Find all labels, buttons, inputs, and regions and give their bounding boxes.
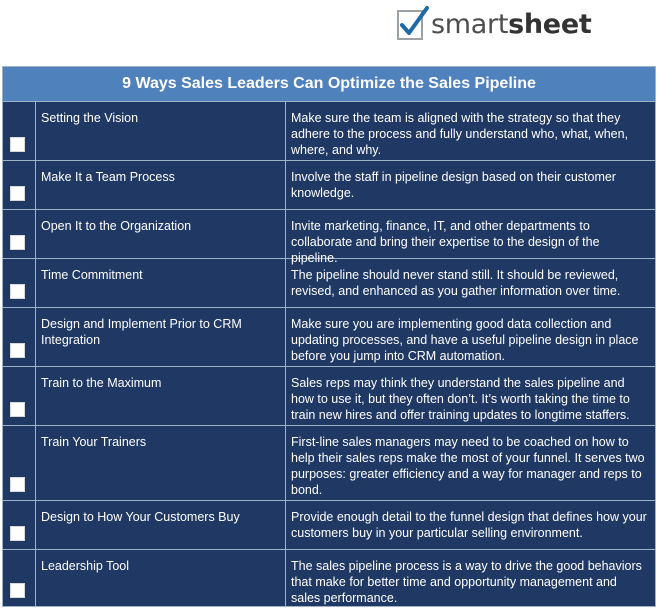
checkbox-cell: [3, 367, 36, 425]
row-label: Design to How Your Customers Buy: [36, 501, 286, 549]
checkbox-cell: [3, 102, 36, 160]
row-checkbox[interactable]: [10, 186, 25, 201]
table-row: [3, 258, 655, 307]
checkbox-cell: [3, 161, 36, 209]
row-label: Open It to the Organization: [36, 210, 286, 258]
pipeline-table: [2, 66, 656, 607]
row-label: Train Your Trainers: [36, 426, 286, 500]
row-checkbox[interactable]: [10, 284, 25, 299]
table-row: [3, 366, 655, 425]
table-row: [3, 549, 655, 606]
row-checkbox[interactable]: [10, 235, 25, 250]
row-label: Make It a Team Process: [36, 161, 286, 209]
row-description: First-line sales managers may need to be coached on how to help their sales reps make the most of your funnel. It serves two purposes: greater efficiency and a way for manager and reps to bond.: [291, 435, 645, 497]
checkbox-cell: [3, 501, 36, 549]
row-description: Invite marketing, finance, IT, and other departments to collaborate and bring their expertise to the design of the pipeline.: [291, 219, 600, 265]
row-checkbox[interactable]: [10, 526, 25, 541]
row-checkbox[interactable]: [10, 343, 25, 358]
row-checkbox[interactable]: [10, 402, 25, 417]
row-label: Setting the Vision: [36, 102, 286, 160]
row-checkbox[interactable]: [10, 583, 25, 598]
checkmark-logo-icon: [397, 6, 429, 42]
table-row: [3, 307, 655, 366]
table-row: [3, 209, 655, 265]
row-description: Make sure you are implementing good data collection and updating processes, and have a useful pipeline design in place before you jump into CRM automation.: [291, 317, 639, 363]
row-description: The pipeline should never stand still. It should be reviewed, revised, and enhanced as you gather information over time.: [291, 268, 621, 298]
table-row: [3, 160, 655, 209]
row-checkbox[interactable]: [10, 137, 25, 152]
table-row: [3, 425, 655, 500]
checkbox-cell: [3, 308, 36, 366]
row-label: Time Commitment: [36, 259, 286, 307]
table-row: [3, 102, 655, 160]
table-row: [3, 500, 655, 549]
checkbox-cell: [3, 259, 36, 307]
row-checkbox[interactable]: [10, 477, 25, 492]
logo-wordmark: smartsheet: [431, 8, 592, 40]
checkbox-cell: [3, 426, 36, 500]
row-label: Leadership Tool: [36, 550, 286, 606]
table-title: 9 Ways Sales Leaders Can Optimize the Sales Pipeline: [3, 67, 655, 102]
checkbox-cell: [3, 550, 36, 606]
row-description: Involve the staff in pipeline design based on their customer knowledge.: [291, 170, 616, 200]
row-description: Sales reps may think they understand the sales pipeline and how to use it, but they often don’t. It’s worth taking the time to train new hires and offer training updates to longtime staffers.: [291, 376, 630, 422]
row-description: The sales pipeline process is a way to drive the good behaviors that make for better time and opportunity management and sales performance.: [291, 559, 642, 605]
row-description: Make sure the team is aligned with the strategy so that they adhere to the process and fully understand who, what, when, where, and why.: [291, 111, 629, 157]
table-body: [3, 102, 655, 606]
row-description: Provide enough detail to the funnel design that defines how your customers buy in your particular selling environment.: [291, 510, 647, 540]
row-label: Train to the Maximum: [36, 367, 286, 425]
smartsheet-logo: [397, 4, 591, 44]
row-label: Design and Implement Prior to CRM Integration: [36, 308, 286, 366]
checkbox-cell: [3, 210, 36, 258]
